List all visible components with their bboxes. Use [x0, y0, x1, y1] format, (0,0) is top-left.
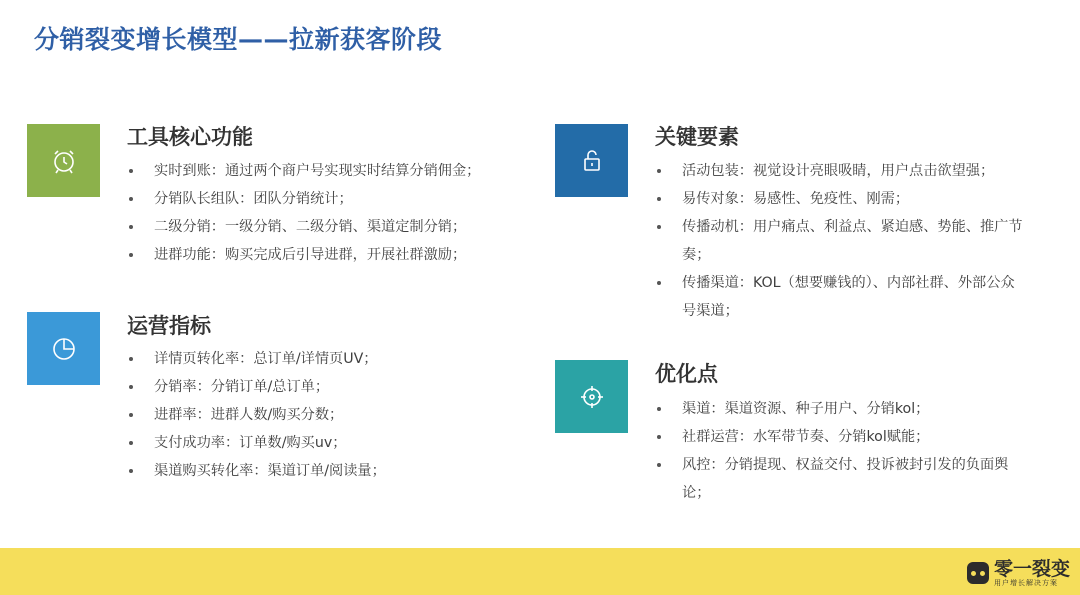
target-icon	[577, 382, 607, 412]
list-item: 分销率：分销订单/总订单；	[127, 373, 527, 401]
list-item: 分销队长组队：团队分销统计；	[127, 185, 527, 213]
optimize-icon-box	[555, 360, 628, 433]
logo-text: 零一裂变	[993, 557, 1070, 580]
list-item: 实时到账：通过两个商户号实现实时结算分销佣金；	[127, 157, 527, 185]
key-icon-box	[555, 124, 628, 197]
ops-section-title: 运营指标	[127, 314, 211, 338]
page-title: 分销裂变增长模型——拉新获客阶段	[34, 25, 443, 54]
tools-icon-box	[27, 124, 100, 197]
list-item: 活动包装：视觉设计亮眼吸睛，用户点击欲望强；	[655, 157, 1027, 185]
list-item: 传播动机：用户痛点、利益点、紧迫感、势能、推广节奏；	[655, 213, 1027, 269]
pie-chart-icon	[49, 334, 79, 364]
list-item: 渠道：渠道资源、种子用户、分销kol；	[655, 395, 1027, 423]
alarm-clock-icon	[49, 146, 79, 176]
lock-icon	[577, 146, 607, 176]
footer-bar	[0, 548, 1080, 595]
ops-list	[127, 345, 527, 485]
key-list	[655, 157, 1027, 325]
brand-logo	[967, 556, 1070, 590]
tools-list	[127, 157, 527, 269]
optimize-list	[655, 395, 1027, 507]
list-item: 支付成功率：订单数/购买uv；	[127, 429, 527, 457]
list-item: 社群运营：水军带节奏、分销kol赋能；	[655, 423, 1027, 451]
robot-icon	[967, 562, 989, 584]
key-section-title: 关键要素	[655, 125, 739, 149]
list-item: 传播渠道：KOL（想要赚钱的）、内部社群、外部公众号渠道；	[655, 269, 1027, 325]
optimize-section-title: 优化点	[655, 362, 718, 386]
list-item: 详情页转化率：总订单/详情页UV；	[127, 345, 527, 373]
ops-icon-box	[27, 312, 100, 385]
list-item: 进群率：进群人数/购买分数；	[127, 401, 527, 429]
list-item: 渠道购买转化率：渠道订单/阅读量；	[127, 457, 527, 485]
logo-subtext: 用户增长解决方案	[993, 578, 1058, 587]
list-item: 易传对象：易感性、免疫性、刚需；	[655, 185, 1027, 213]
list-item: 进群功能：购买完成后引导进群，开展社群激励；	[127, 241, 527, 269]
list-item: 风控：分销提现、权益交付、投诉被封引发的负面舆论；	[655, 451, 1027, 507]
list-item: 二级分销：一级分销、二级分销、渠道定制分销；	[127, 213, 527, 241]
tools-section-title: 工具核心功能	[127, 125, 253, 149]
